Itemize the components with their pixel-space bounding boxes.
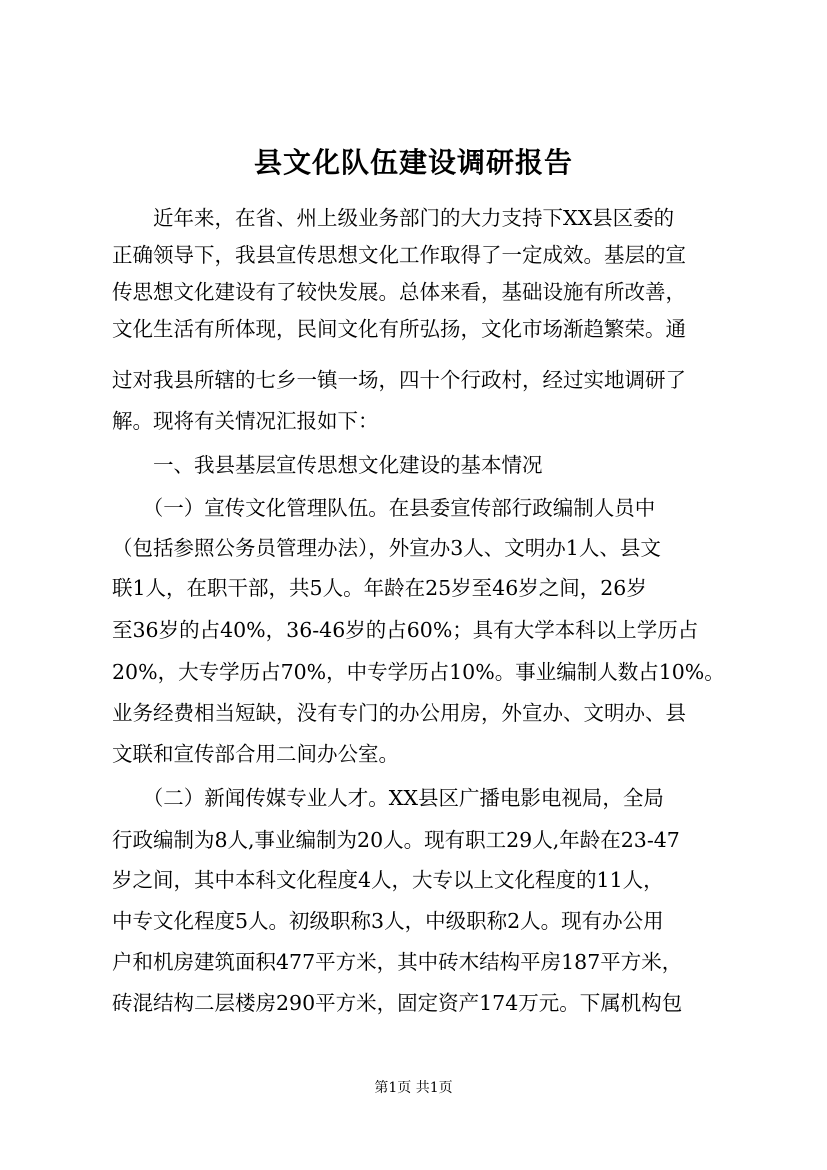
body-line: （包括参照公务员管理办法），外宣办3人、文明办1人、县文 (112, 536, 661, 560)
body-line: 户和机房建筑面积477平方米，其中砖木结构平房187平方米， (112, 950, 683, 974)
body-line: 近年来，在省、州上级业务部门的大力支持下XX县区委的 (112, 206, 675, 230)
body-line: 至36岁的占40%，36-46岁的占60%；具有大学本科以上学历占 (112, 618, 699, 642)
document-title: 县文化队伍建设调研报告 (253, 146, 573, 179)
page-footer: 第1页 共1页 (374, 1080, 453, 1096)
body-line: （一）宣传文化管理队伍。在县委宣传部行政编制人员中 (112, 496, 656, 520)
body-line: 行政编制为8人,事业编制为20人。现有职工29人,年龄在23-47 (112, 828, 680, 852)
body-line: 联1人，在职干部，共5人。年龄在25岁至46岁之间，26岁 (112, 576, 647, 600)
body-line: 文化生活有所体现，民间文化有所弘扬，文化市场渐趋繁荣。通 (112, 317, 686, 341)
body-line: 解。现将有关情况汇报如下： (112, 409, 379, 433)
body-line: 业务经费相当短缺，没有专门的办公用房，外宣办、文明办、县 (112, 701, 686, 725)
body-line: 正确领导下，我县宣传思想文化工作取得了一定成效。基层的宣 (112, 243, 686, 267)
body-line: 中专文化程度5人。初级职称3人，中级职称2人。现有办公用 (112, 909, 664, 933)
body-line: 文联和宣传部合用二间办公室。 (112, 742, 399, 766)
body-line: 砖混结构二层楼房290平方米，固定资产174万元。下属机构包 (112, 991, 683, 1015)
body-line: 过对我县所辖的七乡一镇一场，四十个行政村，经过实地调研了 (112, 368, 686, 392)
body-line: （二）新闻传媒专业人才。XX县区广播电影电视局，全局 (112, 786, 664, 810)
section-heading: 一、我县基层宣传思想文化建设的基本情况 (112, 453, 543, 477)
body-line: 岁之间，其中本科文化程度4人，大专以上文化程度的11人， (112, 868, 664, 892)
body-line: 传思想文化建设有了较快发展。总体来看，基础设施有所改善， (112, 280, 686, 304)
body-line: 20%，大专学历占70%，中专学历占10%。事业编制人数占10%。 (112, 660, 725, 684)
